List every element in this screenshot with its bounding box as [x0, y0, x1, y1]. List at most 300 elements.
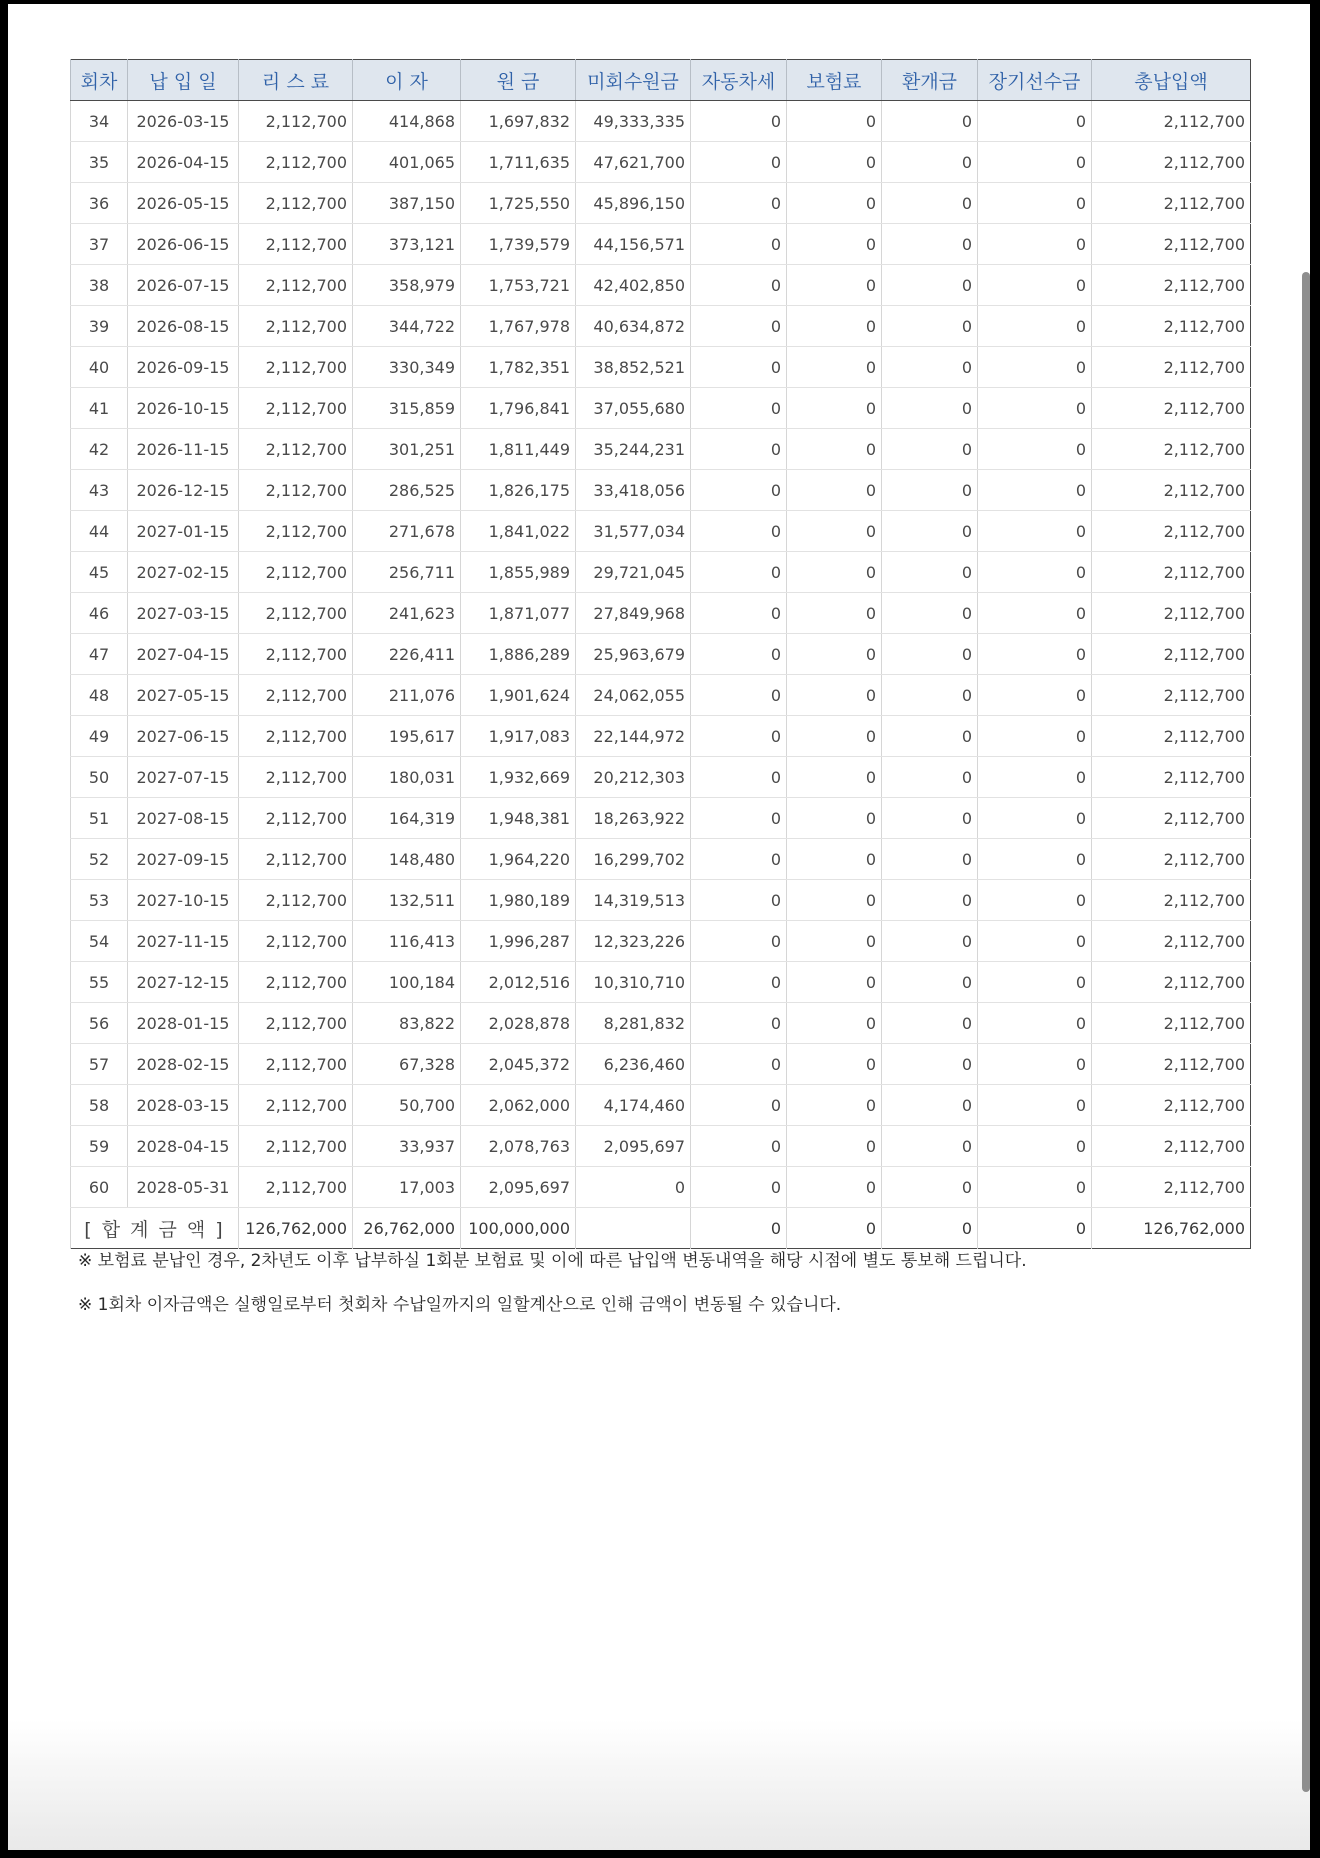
table-cell: 45 — [71, 552, 128, 593]
table-row — [71, 470, 1251, 511]
table-cell: 0 — [978, 1126, 1092, 1167]
table-cell: 2026-06-15 — [128, 224, 239, 265]
table-cell: 1,697,832 — [461, 101, 576, 142]
table-cell: 1,996,287 — [461, 921, 576, 962]
table-cell: 0 — [882, 470, 978, 511]
table-cell: 0 — [787, 224, 882, 265]
table-cell: 0 — [978, 757, 1092, 798]
table-cell: 0 — [882, 388, 978, 429]
table-cell: 2,112,700 — [239, 962, 353, 1003]
table-cell: 14,319,513 — [576, 880, 691, 921]
table-cell: 0 — [882, 675, 978, 716]
table-cell: 2,112,700 — [1092, 921, 1251, 962]
table-cell: 0 — [787, 347, 882, 388]
table-cell: 2,112,700 — [1092, 224, 1251, 265]
table-cell: 53 — [71, 880, 128, 921]
table-cell: 35,244,231 — [576, 429, 691, 470]
table-cell: 2,112,700 — [1092, 593, 1251, 634]
table-row — [71, 839, 1251, 880]
table-row — [71, 347, 1251, 388]
table-cell: 2,112,700 — [1092, 675, 1251, 716]
column-header: 환개금 — [882, 60, 978, 101]
table-cell: 315,859 — [353, 388, 461, 429]
table-cell: 1,841,022 — [461, 511, 576, 552]
table-cell: 0 — [787, 716, 882, 757]
table-cell: 1,782,351 — [461, 347, 576, 388]
table-cell: 0 — [978, 1044, 1092, 1085]
table-cell: 2,095,697 — [576, 1126, 691, 1167]
table-cell: 0 — [978, 798, 1092, 839]
table-cell: 286,525 — [353, 470, 461, 511]
table-cell: 0 — [691, 593, 787, 634]
table-cell: 8,281,832 — [576, 1003, 691, 1044]
table-cell: 116,413 — [353, 921, 461, 962]
table-cell: 0 — [787, 880, 882, 921]
table-cell: 0 — [576, 1167, 691, 1208]
table-cell: 2028-01-15 — [128, 1003, 239, 1044]
table-cell: 0 — [978, 347, 1092, 388]
total-unrecovered — [576, 1208, 691, 1249]
table-cell: 2,078,763 — [461, 1126, 576, 1167]
table-cell: 0 — [882, 921, 978, 962]
table-row — [71, 634, 1251, 675]
column-header: 자동차세 — [691, 60, 787, 101]
table-row — [71, 1167, 1251, 1208]
table-cell: 0 — [978, 224, 1092, 265]
table-cell: 0 — [787, 839, 882, 880]
table-cell: 24,062,055 — [576, 675, 691, 716]
table-cell: 2027-10-15 — [128, 880, 239, 921]
table-row — [71, 757, 1251, 798]
table-cell: 2027-03-15 — [128, 593, 239, 634]
table-cell: 0 — [787, 1085, 882, 1126]
table-cell: 2,112,700 — [1092, 183, 1251, 224]
table-cell: 16,299,702 — [576, 839, 691, 880]
table-cell: 2028-04-15 — [128, 1126, 239, 1167]
table-cell: 0 — [787, 1044, 882, 1085]
table-cell: 0 — [787, 388, 882, 429]
table-cell: 226,411 — [353, 634, 461, 675]
table-row — [71, 798, 1251, 839]
table-cell: 0 — [787, 962, 882, 1003]
table-cell: 2,112,700 — [239, 183, 353, 224]
column-header: 미회수원금 — [576, 60, 691, 101]
table-cell: 2,112,700 — [1092, 1167, 1251, 1208]
document-page — [8, 4, 1310, 1850]
table-row — [71, 388, 1251, 429]
table-row — [71, 1044, 1251, 1085]
table-cell: 2,112,700 — [1092, 880, 1251, 921]
table-cell: 2027-09-15 — [128, 839, 239, 880]
table-cell: 44 — [71, 511, 128, 552]
table-cell: 0 — [882, 798, 978, 839]
table-cell: 0 — [978, 716, 1092, 757]
table-row — [71, 265, 1251, 306]
table-row — [71, 593, 1251, 634]
table-cell: 2,112,700 — [1092, 470, 1251, 511]
table-cell: 46 — [71, 593, 128, 634]
table-cell: 60 — [71, 1167, 128, 1208]
table-cell: 41 — [71, 388, 128, 429]
table-cell: 164,319 — [353, 798, 461, 839]
table-cell: 2,112,700 — [239, 839, 353, 880]
table-cell: 2027-01-15 — [128, 511, 239, 552]
table-cell: 132,511 — [353, 880, 461, 921]
table-cell: 1,948,381 — [461, 798, 576, 839]
table-cell: 27,849,968 — [576, 593, 691, 634]
table-cell: 0 — [691, 470, 787, 511]
table-cell: 1,753,721 — [461, 265, 576, 306]
table-row — [71, 224, 1251, 265]
table-cell: 180,031 — [353, 757, 461, 798]
table-cell: 34 — [71, 101, 128, 142]
table-cell: 2,112,700 — [1092, 265, 1251, 306]
table-cell: 148,480 — [353, 839, 461, 880]
table-cell: 52 — [71, 839, 128, 880]
table-cell: 0 — [691, 798, 787, 839]
table-cell: 0 — [691, 1085, 787, 1126]
table-cell: 58 — [71, 1085, 128, 1126]
table-cell: 0 — [978, 511, 1092, 552]
table-cell: 42,402,850 — [576, 265, 691, 306]
table-cell: 51 — [71, 798, 128, 839]
table-cell: 2,012,516 — [461, 962, 576, 1003]
table-cell: 2026-04-15 — [128, 142, 239, 183]
table-cell: 17,003 — [353, 1167, 461, 1208]
column-header: 장기선수금 — [978, 60, 1092, 101]
lease-schedule-table — [70, 59, 1251, 1249]
table-cell: 20,212,303 — [576, 757, 691, 798]
table-cell: 2,112,700 — [1092, 716, 1251, 757]
table-cell: 25,963,679 — [576, 634, 691, 675]
table-cell: 301,251 — [353, 429, 461, 470]
table-cell: 0 — [691, 552, 787, 593]
table-cell: 2,112,700 — [1092, 388, 1251, 429]
table-cell: 0 — [691, 1003, 787, 1044]
table-cell: 33,937 — [353, 1126, 461, 1167]
table-cell: 0 — [882, 347, 978, 388]
table-cell: 0 — [882, 1126, 978, 1167]
table-cell: 0 — [882, 962, 978, 1003]
table-cell: 1,917,083 — [461, 716, 576, 757]
table-cell: 0 — [978, 962, 1092, 1003]
table-cell: 0 — [691, 142, 787, 183]
table-cell: 2,112,700 — [239, 675, 353, 716]
table-cell: 0 — [787, 757, 882, 798]
table-cell: 0 — [691, 183, 787, 224]
table-cell: 211,076 — [353, 675, 461, 716]
table-cell: 2,112,700 — [239, 388, 353, 429]
column-header: 원 금 — [461, 60, 576, 101]
table-cell: 1,901,624 — [461, 675, 576, 716]
total-principal: 100,000,000 — [461, 1208, 576, 1249]
table-cell: 43 — [71, 470, 128, 511]
table-row — [71, 1085, 1251, 1126]
table-cell: 22,144,972 — [576, 716, 691, 757]
table-cell: 2,112,700 — [1092, 1003, 1251, 1044]
table-cell: 0 — [787, 634, 882, 675]
table-cell: 2,112,700 — [239, 429, 353, 470]
table-cell: 1,980,189 — [461, 880, 576, 921]
table-cell: 36 — [71, 183, 128, 224]
total-row — [71, 1208, 1251, 1249]
table-cell: 414,868 — [353, 101, 461, 142]
table-cell: 56 — [71, 1003, 128, 1044]
table-cell: 330,349 — [353, 347, 461, 388]
table-cell: 0 — [882, 183, 978, 224]
table-cell: 0 — [978, 183, 1092, 224]
table-cell: 0 — [691, 757, 787, 798]
table-cell: 2,112,700 — [239, 634, 353, 675]
table-cell: 2026-07-15 — [128, 265, 239, 306]
table-cell: 0 — [882, 757, 978, 798]
table-cell: 35 — [71, 142, 128, 183]
table-cell: 1,855,989 — [461, 552, 576, 593]
table-row — [71, 101, 1251, 142]
table-cell: 59 — [71, 1126, 128, 1167]
table-cell: 0 — [691, 101, 787, 142]
table-row — [71, 142, 1251, 183]
table-cell: 2,112,700 — [1092, 839, 1251, 880]
total-car-tax: 0 — [691, 1208, 787, 1249]
table-cell: 1,964,220 — [461, 839, 576, 880]
table-cell: 47 — [71, 634, 128, 675]
table-cell: 0 — [691, 962, 787, 1003]
total-refund: 0 — [882, 1208, 978, 1249]
table-row — [71, 552, 1251, 593]
table-cell: 0 — [691, 388, 787, 429]
table-cell: 29,721,045 — [576, 552, 691, 593]
table-row — [71, 962, 1251, 1003]
table-cell: 0 — [978, 1003, 1092, 1044]
table-cell: 271,678 — [353, 511, 461, 552]
table-cell: 40 — [71, 347, 128, 388]
table-cell: 2,095,697 — [461, 1167, 576, 1208]
table-cell: 1,767,978 — [461, 306, 576, 347]
table-cell: 2,112,700 — [239, 880, 353, 921]
table-cell: 256,711 — [353, 552, 461, 593]
table-cell: 0 — [691, 1126, 787, 1167]
total-long-term-prepaid: 0 — [978, 1208, 1092, 1249]
total-insurance: 0 — [787, 1208, 882, 1249]
table-cell: 0 — [787, 675, 882, 716]
table-cell: 373,121 — [353, 224, 461, 265]
table-cell: 2026-12-15 — [128, 470, 239, 511]
table-row — [71, 675, 1251, 716]
table-cell: 0 — [882, 429, 978, 470]
table-cell: 50,700 — [353, 1085, 461, 1126]
table-cell: 48 — [71, 675, 128, 716]
notes — [78, 1250, 1278, 1338]
table-cell: 0 — [691, 1044, 787, 1085]
table-cell: 195,617 — [353, 716, 461, 757]
table-cell: 0 — [882, 265, 978, 306]
table-cell: 2027-06-15 — [128, 716, 239, 757]
table-cell: 0 — [787, 921, 882, 962]
table-cell: 2,112,700 — [239, 101, 353, 142]
table-cell: 401,065 — [353, 142, 461, 183]
table-cell: 2,112,700 — [239, 1167, 353, 1208]
table-cell: 40,634,872 — [576, 306, 691, 347]
table-cell: 2027-04-15 — [128, 634, 239, 675]
table-cell: 2027-07-15 — [128, 757, 239, 798]
table-cell: 0 — [882, 552, 978, 593]
table-cell: 100,184 — [353, 962, 461, 1003]
table-cell: 2,112,700 — [239, 757, 353, 798]
table-row — [71, 1003, 1251, 1044]
table-cell: 2026-03-15 — [128, 101, 239, 142]
table-cell: 344,722 — [353, 306, 461, 347]
table-cell: 0 — [787, 1003, 882, 1044]
table-cell: 1,725,550 — [461, 183, 576, 224]
table-cell: 33,418,056 — [576, 470, 691, 511]
table-cell: 2027-11-15 — [128, 921, 239, 962]
table-cell: 2,112,700 — [1092, 634, 1251, 675]
table-cell: 0 — [882, 634, 978, 675]
table-cell: 1,932,669 — [461, 757, 576, 798]
table-cell: 2,112,700 — [239, 716, 353, 757]
table-cell: 2,112,700 — [239, 1044, 353, 1085]
table-cell: 10,310,710 — [576, 962, 691, 1003]
table-row — [71, 306, 1251, 347]
table-cell: 0 — [787, 1167, 882, 1208]
table-cell: 2,028,878 — [461, 1003, 576, 1044]
scrollbar-thumb[interactable] — [1302, 272, 1310, 1792]
table-cell: 0 — [787, 470, 882, 511]
table-cell: 0 — [882, 1044, 978, 1085]
table-cell: 2,112,700 — [1092, 757, 1251, 798]
table-cell: 387,150 — [353, 183, 461, 224]
table-cell: 0 — [978, 921, 1092, 962]
table-cell: 2028-02-15 — [128, 1044, 239, 1085]
table-cell: 2027-08-15 — [128, 798, 239, 839]
table-cell: 2,112,700 — [239, 470, 353, 511]
table-cell: 0 — [882, 224, 978, 265]
table-cell: 0 — [787, 798, 882, 839]
note-interest: ※ 1회차 이자금액은 실행일로부터 첫회차 수납일까지의 일할계산으로 인해 금액이 변동될 수 있습니다. — [78, 1295, 842, 1315]
table-cell: 2026-05-15 — [128, 183, 239, 224]
table-cell: 241,623 — [353, 593, 461, 634]
table-cell: 83,822 — [353, 1003, 461, 1044]
table-cell: 42 — [71, 429, 128, 470]
table-cell: 2,045,372 — [461, 1044, 576, 1085]
table-row — [71, 921, 1251, 962]
table-cell: 2,112,700 — [1092, 1085, 1251, 1126]
table-cell: 2,062,000 — [461, 1085, 576, 1126]
table-cell: 0 — [787, 183, 882, 224]
table-cell: 0 — [882, 142, 978, 183]
table-cell: 2,112,700 — [239, 921, 353, 962]
table-cell: 38,852,521 — [576, 347, 691, 388]
table-cell: 0 — [978, 306, 1092, 347]
table-cell: 0 — [787, 552, 882, 593]
table-cell: 0 — [787, 101, 882, 142]
table-cell: 57 — [71, 1044, 128, 1085]
table-cell: 2,112,700 — [239, 224, 353, 265]
table-cell: 2027-12-15 — [128, 962, 239, 1003]
table-cell: 37 — [71, 224, 128, 265]
table-cell: 0 — [787, 265, 882, 306]
table-cell: 0 — [691, 716, 787, 757]
table-cell: 0 — [691, 224, 787, 265]
table-body — [71, 101, 1251, 1208]
table-cell: 0 — [691, 265, 787, 306]
table-cell: 2,112,700 — [1092, 306, 1251, 347]
table-cell: 2,112,700 — [1092, 552, 1251, 593]
table-cell: 2,112,700 — [239, 306, 353, 347]
table-cell: 4,174,460 — [576, 1085, 691, 1126]
table-cell: 2,112,700 — [239, 511, 353, 552]
table-cell: 2,112,700 — [239, 347, 353, 388]
table-row — [71, 511, 1251, 552]
table-cell: 2027-02-15 — [128, 552, 239, 593]
table-row — [71, 1126, 1251, 1167]
table-cell: 0 — [691, 429, 787, 470]
table-cell: 0 — [691, 839, 787, 880]
table-cell: 2028-05-31 — [128, 1167, 239, 1208]
table-cell: 0 — [978, 265, 1092, 306]
table-cell: 2,112,700 — [239, 1126, 353, 1167]
table-cell: 39 — [71, 306, 128, 347]
total-paid: 126,762,000 — [1092, 1208, 1251, 1249]
table-cell: 358,979 — [353, 265, 461, 306]
table-cell: 0 — [691, 921, 787, 962]
table-cell: 2026-10-15 — [128, 388, 239, 429]
table-cell: 1,711,635 — [461, 142, 576, 183]
table-cell: 0 — [978, 388, 1092, 429]
table-cell: 0 — [882, 839, 978, 880]
table-cell: 2,112,700 — [239, 265, 353, 306]
table-cell: 0 — [882, 1003, 978, 1044]
table-cell: 2027-05-15 — [128, 675, 239, 716]
table-cell: 2,112,700 — [239, 798, 353, 839]
table-cell: 47,621,700 — [576, 142, 691, 183]
table-cell: 1,796,841 — [461, 388, 576, 429]
table-cell: 0 — [882, 593, 978, 634]
column-header: 리 스 료 — [239, 60, 353, 101]
table-cell: 6,236,460 — [576, 1044, 691, 1085]
table-cell: 0 — [787, 429, 882, 470]
table-cell: 0 — [691, 306, 787, 347]
table-cell: 0 — [882, 1167, 978, 1208]
table-cell: 31,577,034 — [576, 511, 691, 552]
table-cell: 2,112,700 — [239, 1003, 353, 1044]
table-cell: 45,896,150 — [576, 183, 691, 224]
table-cell: 49 — [71, 716, 128, 757]
table-cell: 2,112,700 — [1092, 347, 1251, 388]
table-cell: 0 — [787, 511, 882, 552]
table-cell: 0 — [787, 306, 882, 347]
table-cell: 0 — [882, 880, 978, 921]
table-cell: 1,871,077 — [461, 593, 576, 634]
table-cell: 0 — [978, 552, 1092, 593]
table-cell: 1,811,449 — [461, 429, 576, 470]
table-cell: 0 — [978, 634, 1092, 675]
table-cell: 0 — [787, 142, 882, 183]
table-cell: 38 — [71, 265, 128, 306]
table-row — [71, 716, 1251, 757]
table-cell: 0 — [978, 593, 1092, 634]
total-label: [ 합 계 금 액 ] — [71, 1208, 239, 1249]
table-cell: 12,323,226 — [576, 921, 691, 962]
table-cell: 0 — [691, 347, 787, 388]
table-cell: 0 — [691, 880, 787, 921]
table-cell: 2026-09-15 — [128, 347, 239, 388]
table-cell: 0 — [787, 1126, 882, 1167]
table-cell: 50 — [71, 757, 128, 798]
table-cell: 0 — [978, 1167, 1092, 1208]
table-cell: 2,112,700 — [1092, 511, 1251, 552]
